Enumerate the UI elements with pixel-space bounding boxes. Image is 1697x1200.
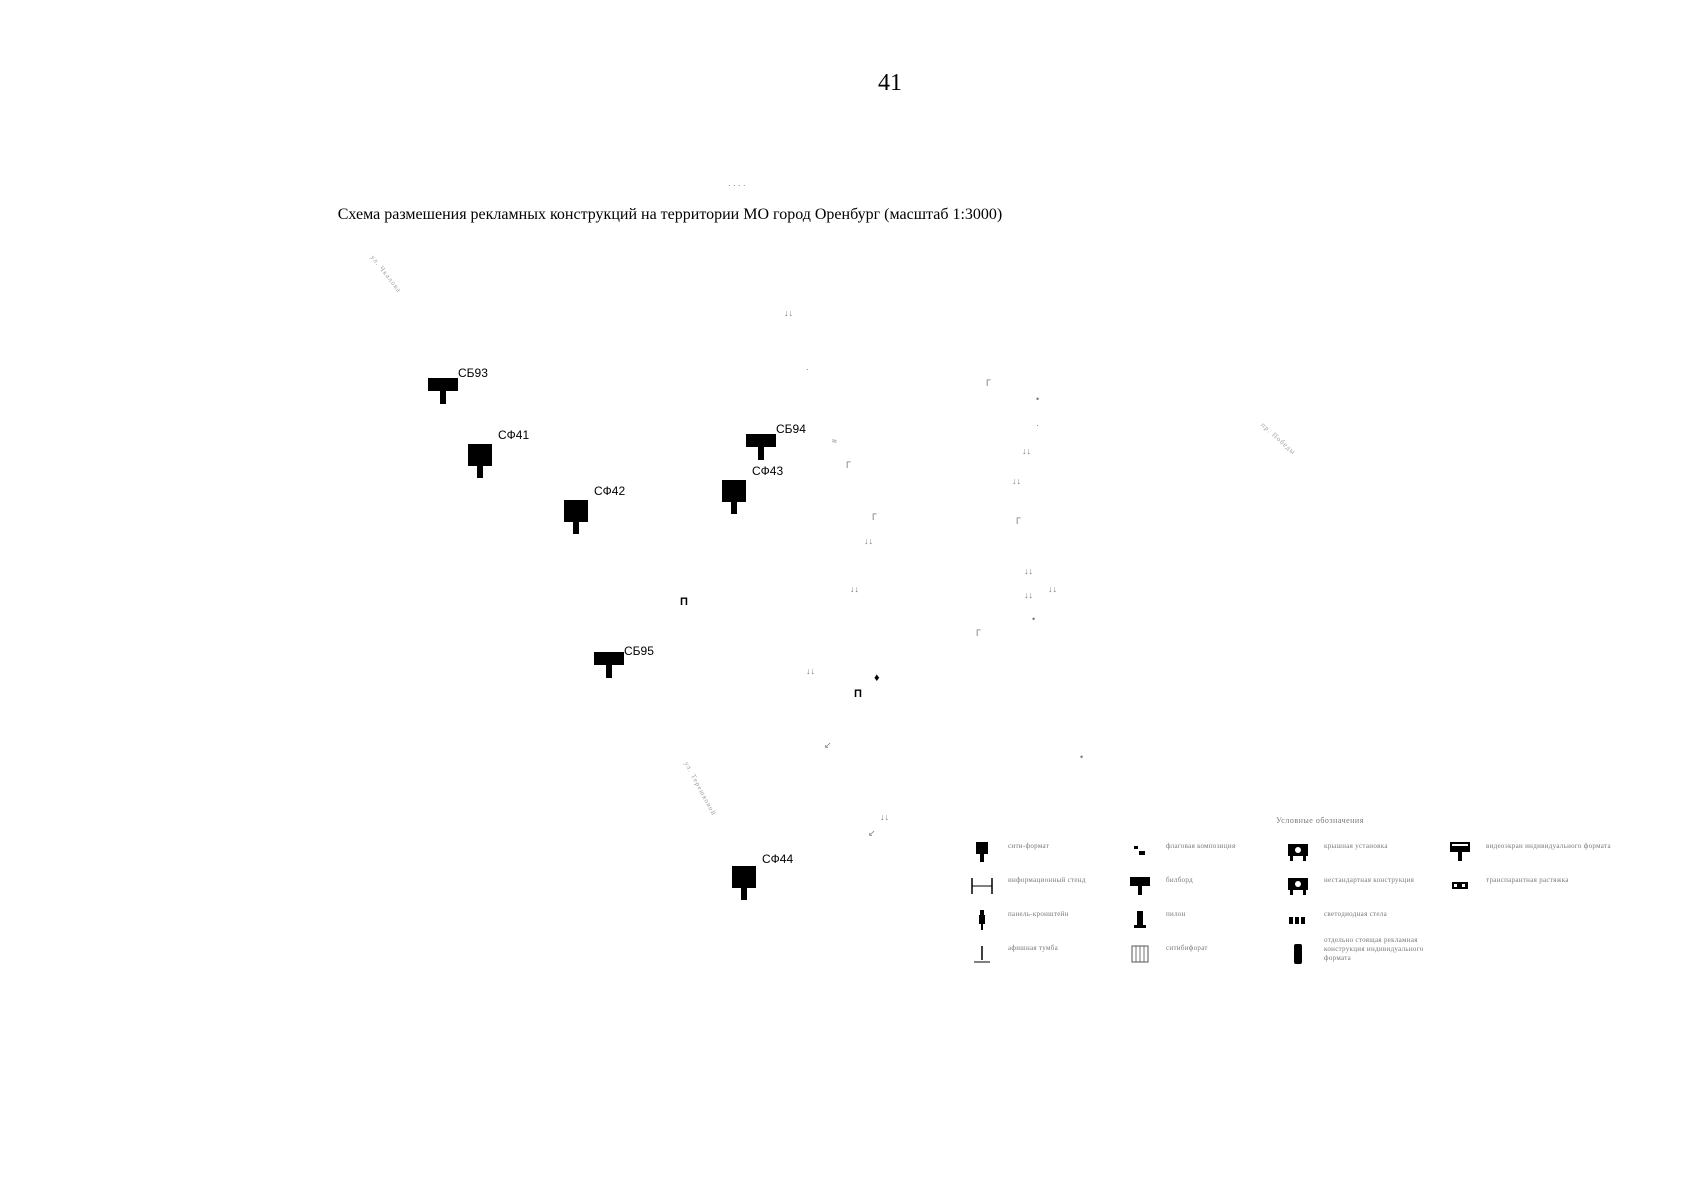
legend-item	[970, 908, 1130, 938]
legend-label: видеоэкран индивидуального формата	[1486, 842, 1611, 850]
legend-item	[1448, 874, 1648, 904]
map-speck: ·	[1036, 420, 1039, 430]
bracket-panel-icon	[970, 908, 994, 932]
legend-label: отдельно стоящая рекламная конструкция индивидуального формата	[1324, 936, 1424, 962]
sitiformat-marker-sf41[interactable]	[468, 444, 492, 478]
poster-stand-icon	[970, 942, 994, 966]
legend-item	[970, 840, 1130, 870]
legend-item	[1286, 840, 1456, 870]
page-number: 41	[878, 70, 902, 96]
legend-label: нестандартная конструкция	[1324, 876, 1415, 884]
map-speck: Г	[846, 460, 851, 470]
map-speck: . . . .	[728, 178, 746, 188]
legend-label: панель-кронштейн	[1008, 910, 1069, 918]
legend-title: Условные обозначения	[1276, 816, 1364, 825]
billboard-icon	[746, 434, 776, 460]
legend-label: транспарантная растяжка	[1486, 876, 1569, 884]
map-speck: ↙	[868, 828, 876, 838]
sitiformat-marker-sf44[interactable]	[732, 866, 756, 900]
legend-label: крышная установка	[1324, 842, 1388, 850]
billboard-marker-sb95[interactable]	[594, 652, 624, 678]
map-speck: ↓↓	[850, 584, 859, 594]
map-speck: •	[1036, 394, 1040, 404]
legend-label: ситибифорат	[1166, 944, 1208, 952]
legend-label: флаговая композиция	[1166, 842, 1236, 850]
individual-format-icon	[1286, 942, 1310, 966]
map-speck: ↓↓	[1048, 584, 1057, 594]
marker-label: СБ94	[776, 422, 806, 436]
legend-item	[1128, 942, 1288, 972]
map-speck: Г	[872, 512, 877, 522]
pillar-icon	[1128, 908, 1152, 932]
sitiformat-icon	[732, 866, 756, 900]
billboard-icon	[1128, 874, 1152, 898]
sitiformat-icon	[722, 480, 746, 514]
stele-icon	[1286, 908, 1310, 932]
map-speck: ↓↓	[880, 812, 889, 822]
sitiformat-icon	[468, 444, 492, 478]
map-speck: ↓↓	[1024, 590, 1033, 600]
legend-item	[970, 874, 1130, 904]
nonstandard-construction-icon	[1286, 874, 1310, 898]
map-speck: Г	[976, 628, 981, 638]
map-speck: ≈	[832, 436, 837, 446]
legend-item	[1128, 874, 1288, 904]
legend-item	[970, 942, 1130, 972]
map-speck: .	[806, 362, 809, 372]
marker-label: СБ95	[624, 644, 654, 658]
marker-label: СБ93	[458, 366, 488, 380]
street-label: ул. Терешковой	[682, 760, 718, 818]
map-speck: Π	[680, 596, 688, 608]
map-speck: Π	[854, 688, 862, 700]
billboard-icon	[594, 652, 624, 678]
map-speck: ♦	[874, 672, 880, 684]
map-speck: ↓↓	[806, 666, 815, 676]
info-stand-icon	[970, 874, 994, 898]
map-speck: ↙	[824, 740, 832, 750]
marker-label: СФ43	[752, 464, 784, 478]
billboard-icon	[428, 378, 458, 404]
map-speck: ↓↓	[864, 536, 873, 546]
citylight-icon	[1128, 942, 1152, 966]
legend-label: светодиодная стела	[1324, 910, 1388, 918]
legend-item	[1128, 840, 1288, 870]
marker-label: СФ41	[498, 428, 530, 442]
marker-label: СФ44	[762, 852, 794, 866]
billboard-marker-sb93[interactable]	[428, 378, 458, 404]
street-label: пр. Победы	[1259, 421, 1298, 457]
legend-item	[1128, 908, 1288, 938]
sitiformat-marker-sf42[interactable]	[564, 500, 588, 534]
map-speck: ↓↓	[1024, 566, 1033, 576]
legend-label: пилон	[1166, 910, 1186, 918]
legend-item	[1448, 840, 1648, 870]
map-legend	[950, 816, 1670, 996]
map-speck: ↓↓	[1022, 446, 1031, 456]
legend-label: билборд	[1166, 876, 1193, 884]
marker-label: СФ42	[594, 484, 626, 498]
legend-item	[1286, 874, 1456, 904]
sitiformat-icon	[970, 840, 994, 864]
billboard-marker-sb94[interactable]	[746, 434, 776, 460]
legend-item	[1286, 934, 1486, 982]
sitiformat-icon	[564, 500, 588, 534]
flag-composition-icon	[1128, 840, 1152, 864]
map-speck: Г	[986, 378, 991, 388]
legend-label: сити-формат	[1008, 842, 1050, 850]
videoscreen-icon	[1448, 840, 1472, 864]
sitiformat-marker-sf43[interactable]	[722, 480, 746, 514]
legend-label: афишная тумба	[1008, 944, 1058, 952]
map-speck: •	[1032, 614, 1036, 624]
map-speck: Г	[1016, 516, 1021, 526]
roof-installation-icon	[1286, 840, 1310, 864]
map-title-text: Схема размешения рекламных конструкций на территории МО город Оренбург (масштаб 1:3000)	[337, 206, 1003, 223]
legend-label: информационный стенд	[1008, 876, 1086, 884]
map-speck: •	[1080, 752, 1084, 762]
map-speck: ↓↓	[784, 308, 793, 318]
transparent-banner-icon	[1448, 874, 1472, 898]
street-label: ул. Чкалова	[368, 253, 404, 295]
map-speck: ↓↓	[1012, 476, 1021, 486]
